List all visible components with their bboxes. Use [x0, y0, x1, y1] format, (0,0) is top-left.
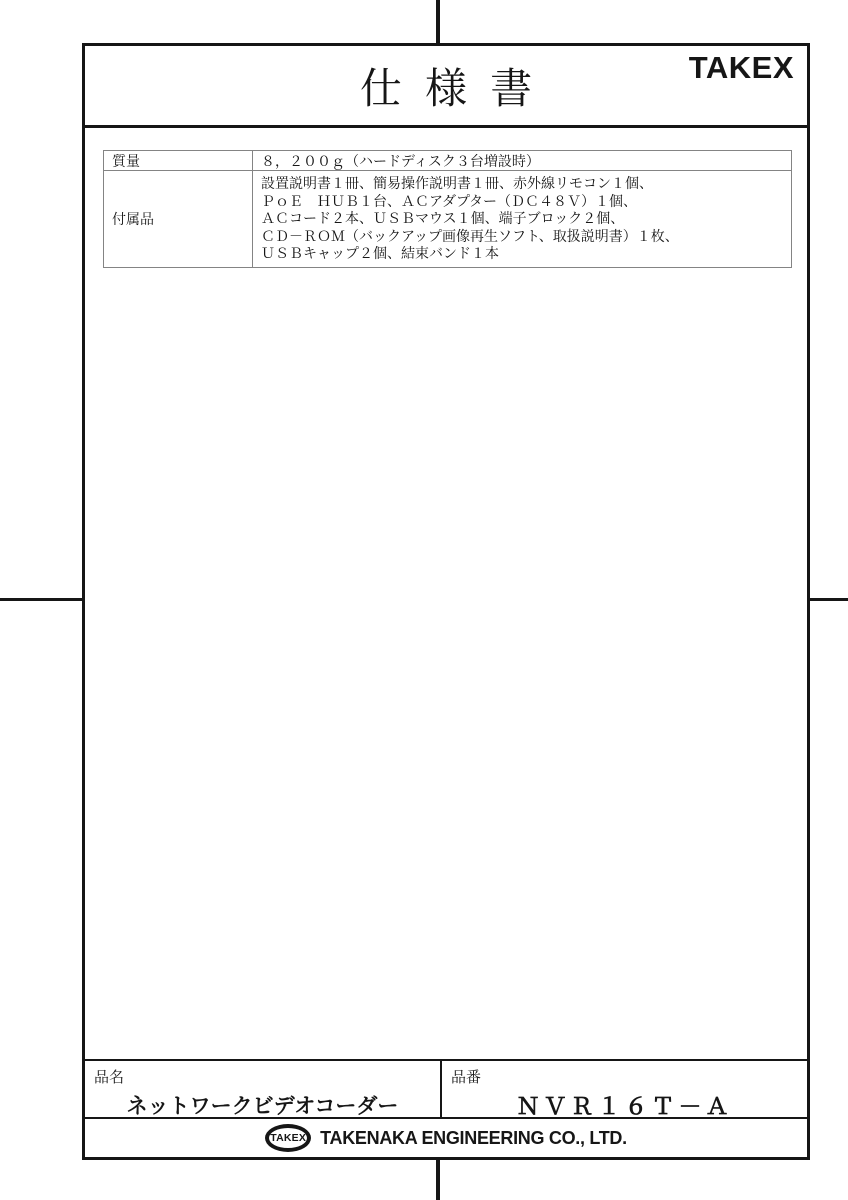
- accessories-label: 付属品: [104, 171, 253, 267]
- product-name-value: ネットワークビデオコーダー: [126, 1095, 399, 1118]
- product-number-cell: [442, 1061, 807, 1117]
- crop-mark-top: [436, 0, 440, 45]
- crop-mark-right: [805, 598, 848, 601]
- product-name-label: 品名: [94, 1069, 125, 1086]
- accessories-line: ＡＣコード２本、ＵＳＢマウス１個、端子ブロック２個、: [261, 210, 625, 227]
- table-row-accessories: [104, 171, 791, 267]
- mass-label: 質量: [104, 151, 253, 170]
- product-number-label: 品番: [451, 1069, 482, 1086]
- accessories-line: 設置説明書１冊、簡易操作説明書１冊、赤外線リモコン１個、: [261, 175, 653, 191]
- accessories-line: ＰｏＥ ＨＵＢ１台、ＡＣアダプター（ＤＣ４８Ｖ）１個、: [261, 192, 638, 209]
- table-row-mass: [104, 151, 791, 171]
- product-info-band: [85, 1059, 807, 1119]
- crop-mark-bottom: [436, 1156, 440, 1200]
- crop-mark-left: [0, 598, 84, 601]
- product-number-value: ＮＶＲ１６Ｔ－Ａ: [516, 1093, 733, 1119]
- takex-oval-logo-icon: TAKEX: [265, 1124, 311, 1152]
- accessories-line: ＣＤ－ＲＯＭ（バックアップ画像再生ソフト、取扱説明書）１枚、: [261, 227, 679, 244]
- spec-table: [103, 150, 792, 268]
- product-name-cell: [85, 1061, 442, 1117]
- mass-value: ８，２００ｇ（ハードディスク３台増設時）: [261, 153, 540, 169]
- sheet-header: [85, 46, 807, 128]
- company-name: TAKENAKA ENGINEERING CO., LTD.: [320, 1127, 627, 1148]
- company-footer: [85, 1119, 807, 1157]
- accessories-line: ＵＳＢキャップ２個、結束バンド１本: [261, 245, 499, 262]
- spec-sheet-frame: [82, 43, 810, 1160]
- takex-brand-logo: TAKEX: [688, 50, 794, 85]
- page-title: 仕様書: [359, 64, 556, 112]
- accessories-value: [253, 171, 791, 267]
